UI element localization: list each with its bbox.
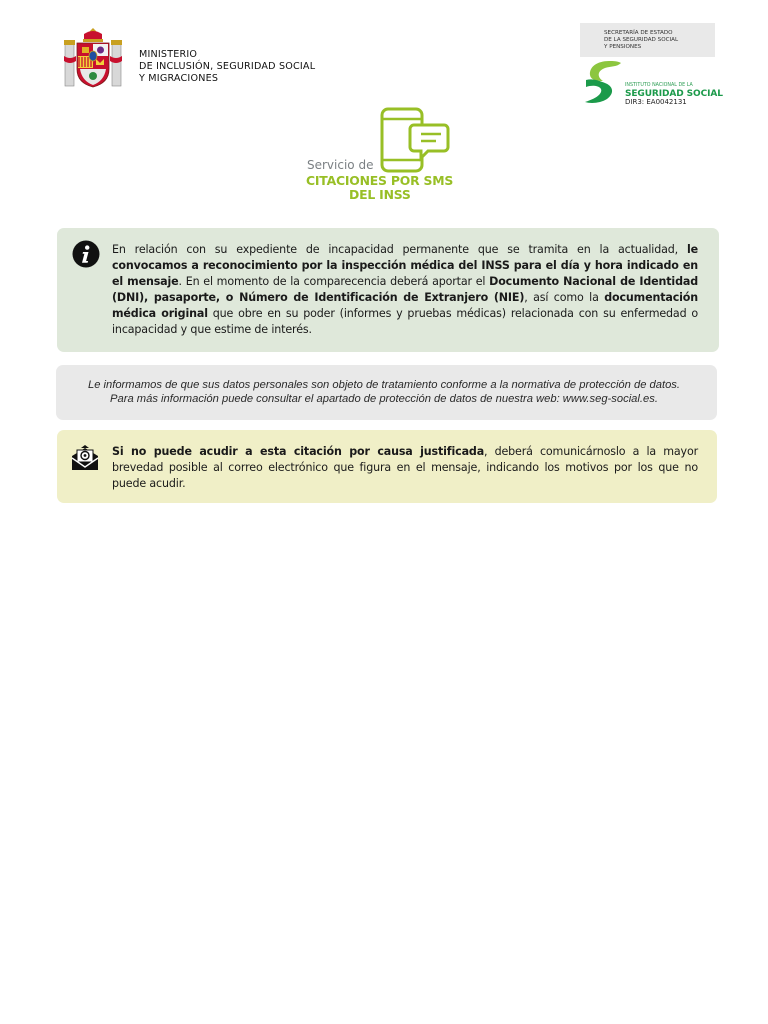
- sms-phone-chat-icon: [380, 107, 450, 173]
- service-title-line-2: DEL INSS: [349, 187, 411, 202]
- privacy-notice: [60, 379, 708, 406]
- warning-bold-segment: Si no puede acudir a esta citación por causa justificada: [112, 445, 485, 458]
- secretaria-line-3: Y PENSIONES: [604, 44, 642, 50]
- privacy-line-1: Le informamos de que sus datos personales son objeto de tratamiento conforme a la normativa de protección de datos.: [87, 379, 681, 391]
- secretaria-line-2: DE LA SEGURIDAD SOCIAL: [604, 37, 679, 43]
- info-text-segment: En relación con su expediente de incapacidad permanente que se tramita en la actualidad,: [112, 243, 687, 256]
- warning-message: [112, 444, 698, 492]
- coat-of-arms-logo: [62, 26, 124, 90]
- institute-name: SEGURIDAD SOCIAL: [625, 89, 723, 99]
- info-text-segment: . En el momento de la comparecencia deberá aportar el: [178, 274, 490, 288]
- info-bold-segment: le convocamos a reconocimiento por la inspección médica del INSS para el día y hora indicado en el mensaje: [112, 243, 698, 288]
- service-title-line-1: CITACIONES POR SMS: [306, 173, 454, 188]
- info-message: [112, 242, 698, 337]
- info-bold-segment: documentación médica original: [112, 290, 698, 320]
- ministry-name: [139, 49, 315, 85]
- info-text-segment: que obre en su poder (informes y pruebas médicas) relacionada con su enfermedad o incapacidad y que estime de interés.: [112, 306, 699, 336]
- institute-small-label: INSTITUTO NACIONAL DE LA: [625, 83, 693, 88]
- email-envelope-icon: [70, 444, 100, 472]
- info-bold-segment: Documento Nacional de Identidad (DNI), pasaporte, o Número de Identificación de Extranjero (NIE): [112, 274, 698, 304]
- warning-text-segment: , deberá comunicárnoslo a la mayor brevedad posible al correo electrónico que figura en el mensaje, indicando los motivos por los que no puede acudir.: [112, 445, 698, 490]
- info-icon: [72, 240, 100, 268]
- ministry-line-3: Y MIGRACIONES: [139, 73, 219, 84]
- service-prefix: Servicio de: [307, 158, 374, 172]
- secretaria-label-box: [580, 23, 715, 57]
- ministry-line-1: MINISTERIO: [139, 49, 198, 60]
- privacy-line-2: Para más información puede consultar el apartado de protección de datos de nuestra web: www.seg-social.es.: [110, 392, 658, 405]
- info-text-segment: , así como la: [524, 290, 605, 304]
- dir3-code: DIR3: EA0042131: [625, 98, 687, 106]
- ministry-line-2: DE INCLUSIÓN, SEGURIDAD SOCIAL: [139, 61, 316, 72]
- secretaria-line-1: SECRETARÍA DE ESTADO: [604, 30, 673, 36]
- seguridad-social-logo-icon: [583, 59, 623, 105]
